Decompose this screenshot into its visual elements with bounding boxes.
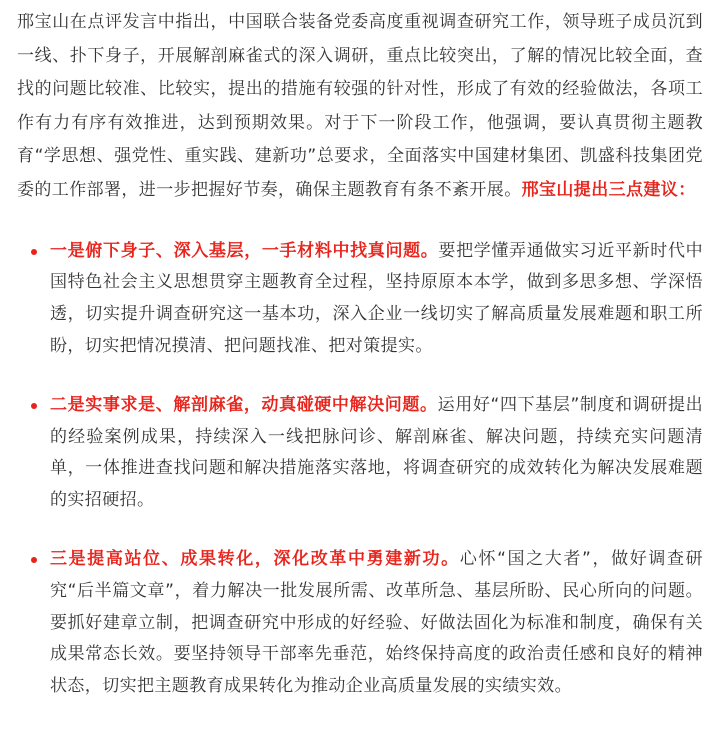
suggestion-body: 要把学懂弄通做实习近平新时代中国特色社会主义思想贯穿主题教育全过程，坚持原原本本学，做到多思多想、学深悟透，切实提升调查研究这一基本功，深入企业一线切实了解高质量发展难题和职工所盼，切实把情况摸清、把问题找准、把对策提实。 — [50, 240, 703, 356]
suggestion-item — [17, 390, 703, 517]
bullet-dot-icon — [31, 403, 37, 409]
suggestion-heading: 二是实事求是、解剖麻雀，动真碰硬中解决问题。 — [50, 394, 438, 415]
suggestion-list — [17, 236, 703, 703]
intro-text: 邢宝山在点评发言中指出，中国联合装备党委高度重视调查研究工作，领导班子成员沉到一线、扑下身子，开展解剖麻雀式的深入调研，重点比较突出，了解的情况比较全面，查找的问题比较准、比较实，提出的措施有较强的针对性，形成了有效的经验做法，各项工作有力有序有效推进，达到预期效果。对于下一阶段工作，他强调，要认真贯彻主题教育“学思想、强党性、重实践、建新功”总要求，全面落实中国建材集团、凯盛科技集团党委的工作部署，进一步把握好节奏，确保主题教育有条不紊开展。 — [17, 12, 703, 200]
suggestion-heading: 三是提高站位、成果转化，深化改革中勇建新功。 — [50, 548, 460, 569]
intro-paragraph — [17, 6, 703, 208]
suggestion-item — [17, 544, 703, 703]
bullet-dot-icon — [31, 557, 37, 563]
suggestion-body: 运用好“四下基层”制度和调研提出的经验案例成果，持续深入一线把脉问诊、解剖麻雀、解决问题，持续充实问题清单，一体推进查找问题和解决措施落实落地，将调查研究的成效转化为解决发展难题的实招硬招。 — [50, 394, 703, 511]
bullet-dot-icon — [31, 249, 37, 255]
suggestion-heading: 一是俯下身子、深入基层，一手材料中找真问题。 — [50, 240, 439, 261]
suggestion-item — [17, 236, 703, 363]
intro-highlight: 邢宝山提出三点建议： — [521, 179, 696, 200]
suggestion-body: 心怀“国之大者”，做好调查研究“后半篇文章”，着力解决一批发展所需、改革所急、基层所盼、民心所向的问题。要抓好建章立制，把调查研究中形成的好经验、好做法固化为标准和制度，确保有关成果常态长效。要坚持领导干部率先垂范，始终保持高度的政治责任感和良好的精神状态，切实把主题教育成果转化为推动企业高质量发展的实绩实效。 — [50, 548, 703, 697]
